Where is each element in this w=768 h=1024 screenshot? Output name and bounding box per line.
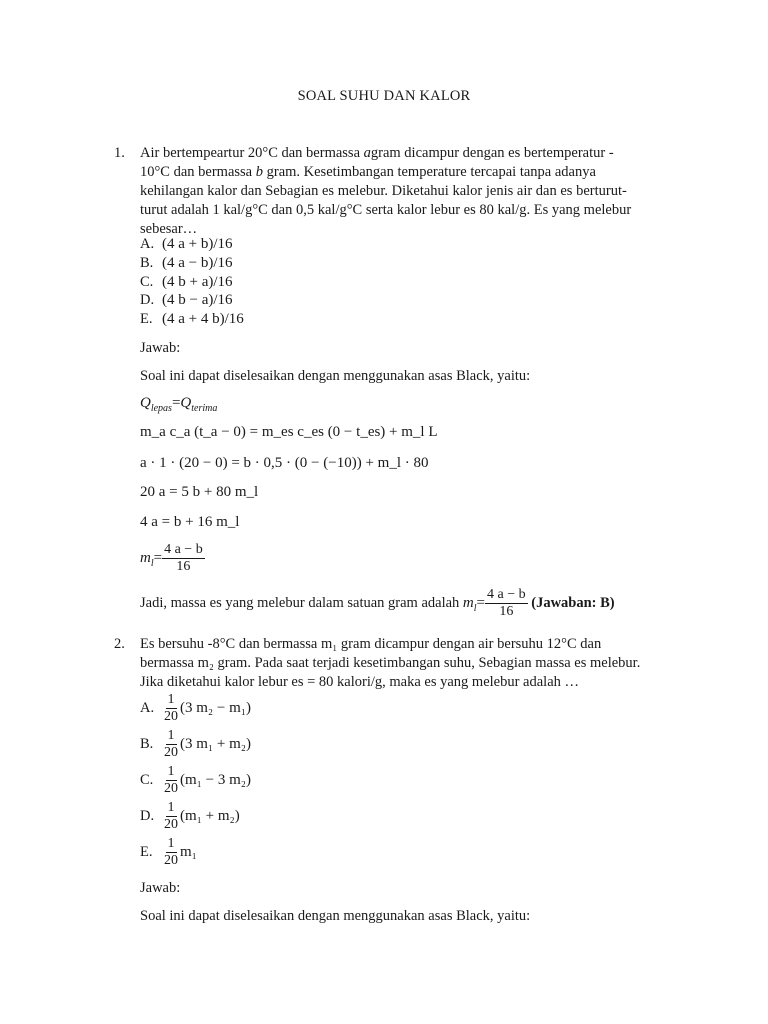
q2-option-e: E. $\frac{1}{20}$ m₁ xyxy=(140,836,197,868)
q2-line: bermassa m₂ gram. Pada saat terjadi kesetimbangan suhu, Sebagian massa es melebur. xyxy=(140,655,641,671)
q2-line: Jika diketahui kalor lebur es = 80 kalori/g, maka es yang melebur adalah … xyxy=(140,674,580,690)
q2-option-a: A. $\frac{1}{20}$ (3 m₂ − m₁) xyxy=(140,692,251,724)
q2-line: Es bersuhu -8°C dan bermassa m₁ gram dicampur dengan air bersuhu 12°C dan xyxy=(140,636,602,652)
q2-jawab-label: Jawab: xyxy=(140,880,181,896)
q1-result-fraction: $\frac{4 a - b}{16}$ xyxy=(164,542,203,574)
q1-line: kehilangan kalor dan Sebagian es melebur. Diketahui kalor jenis air dan es berturut- xyxy=(140,183,627,199)
q1-jawab-label: Jawab: xyxy=(140,340,181,356)
q1-step-3: 20 a = 5 b + 80 m_l xyxy=(140,484,259,500)
q2-option-d: D. $\frac{1}{20}$ (m₁ + m₂) xyxy=(140,800,240,832)
q1-answer: (Jawaban: B) xyxy=(531,594,615,611)
q2-option-c: C. $\frac{1}{20}$ (m₁ − 3 m₂) xyxy=(140,764,251,796)
q2-number: 2. xyxy=(114,636,125,652)
q1-intro: Soal ini dapat diselesaikan dengan menggunakan asas Black, yaitu: xyxy=(140,368,531,384)
q1-step-4: 4 a = b + 16 m_l xyxy=(140,514,240,530)
q1-text xyxy=(140,144,660,239)
q1-option-e: E. (4 a + 4 b)/16 xyxy=(140,311,244,327)
q1-option-c: C. (4 b + a)/16 xyxy=(140,274,233,290)
q2-intro: Soal ini dapat diselesaikan dengan menggunakan asas Black, yaitu: xyxy=(140,908,531,924)
q1-step-2: a · 1 · (20 − 0) = b · 0,5 · (0 − (−10)) + m_l · 80 xyxy=(140,455,429,471)
q1-option-d: D. (4 b − a)/16 xyxy=(140,292,233,308)
q1-number: 1. xyxy=(114,145,125,161)
q1-line: Air bertempeartur 20°C dan bermassa agram dicampur dengan es bertemperatur - xyxy=(140,145,614,161)
q1-option-a: A. (4 a + b)/16 xyxy=(140,236,233,252)
q1-line: turut adalah 1 kal/g°C dan 0,5 kal/g°C serta kalor lebur es 80 kal/g. Es yang melebur xyxy=(140,202,632,218)
q1-step-1: m_a c_a (t_a − 0) = m_es c_es (0 − t_es) + m_l L xyxy=(140,424,438,440)
q2-option-b: B. $\frac{1}{20}$ (3 m₁ + m₂) xyxy=(140,728,251,760)
q1-step-5: $m_l=$ $\frac{4 a - b}{16}$ xyxy=(140,542,203,574)
q1-option-b: B. (4 a − b)/16 xyxy=(140,255,233,271)
q1-conclusion: Jadi, massa es yang melebur dalam satuan gram adalah $m_l=$ $\frac{4 a - b}{16}$ (Jawaban: B) xyxy=(140,587,615,619)
q1-line: sebesar… xyxy=(140,221,198,237)
q1-line: 10°C dan bermassa b gram. Kesetimbangan temperature tercapai tanpa adanya xyxy=(140,164,596,180)
page-title: SOAL SUHU DAN KALOR xyxy=(297,88,471,104)
q2-text xyxy=(140,635,660,692)
q1-black-equation: $Q_{lepas}=Q_{terima}$ xyxy=(140,395,218,414)
